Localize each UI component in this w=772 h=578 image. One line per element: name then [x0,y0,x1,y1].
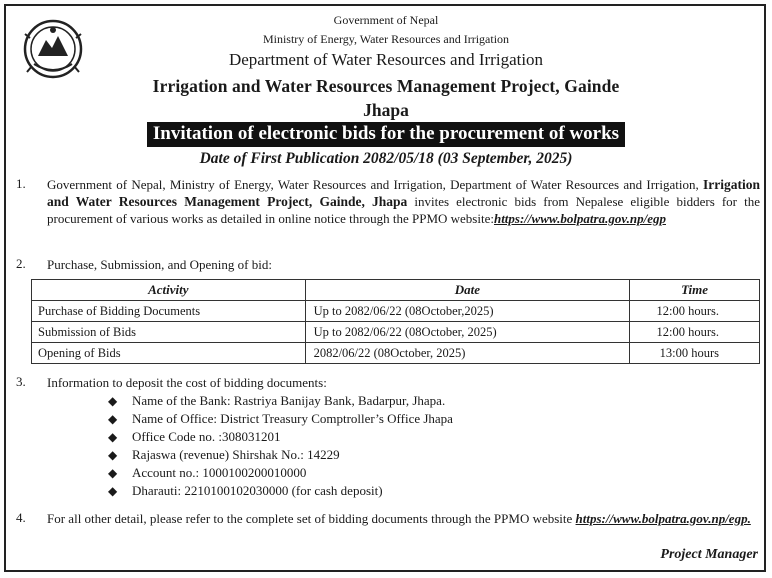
bullet-icon: ◆ [108,394,118,408]
item-number: 4. [16,510,26,525]
bullet-icon: ◆ [108,484,118,498]
table-row [32,301,760,322]
bid-schedule-table [31,279,760,364]
list-item [108,392,453,410]
table-row [32,343,760,364]
table-header-row [32,280,760,301]
publication-date: Date of First Publication 2082/05/18 (03 September, 2025) [199,150,573,167]
item-4-paragraph [47,510,760,527]
item-1-text-a: Government of Nepal, Ministry of Energy, Water Resources and Irrigation, Department of Water Resources and Irrigation, [47,177,699,192]
cell-activity: Opening of Bids [32,343,306,364]
revenue-head: Rajaswa (revenue) Shirshak No.: 14229 [132,447,340,462]
item-2-text: Purchase, Submission, and Opening of bid: [47,257,272,272]
cell-date: 2082/06/22 (08October, 2025) [305,343,630,364]
deposit-info-list [108,392,453,500]
ppmo-link[interactable]: https://www.bolpatra.gov.np/egp [493,211,666,227]
cell-time: 12:00 hours. [630,301,760,322]
bullet-icon: ◆ [108,466,118,480]
table-row [32,322,760,343]
bullet-icon: ◆ [108,412,118,426]
ppmo-link-bottom[interactable]: https://www.bolpatra.gov.np/egp. [575,511,751,526]
item-1-place: Jhapa [371,194,408,210]
list-item [108,464,453,482]
list-item [108,482,453,500]
item-3-text: Information to deposit the cost of bidding documents: [47,375,327,390]
bank-name: Name of the Bank: Rastriya Banijay Bank, Badarpur, Jhapa. [132,393,446,408]
col-header-activity: Activity [32,280,306,301]
government-label: Government of Nepal [333,13,439,27]
item-number: 1. [16,176,26,191]
department-label: Department of Water Resources and Irrigation [228,50,544,69]
project-title: Irrigation and Water Resources Management Project, Gainde [152,76,620,96]
cell-time: 13:00 hours [630,343,760,364]
cell-activity: Purchase of Bidding Documents [32,301,306,322]
signoff-title: Project Manager [660,547,758,562]
project-location: Jhapa [363,100,409,120]
bullet-icon: ◆ [108,448,118,462]
list-item [108,410,453,428]
item-1-paragraph [47,176,760,228]
cell-date: Up to 2082/06/22 (08October,2025) [305,301,630,322]
account-number: Account no.: 1000100200010000 [132,465,307,480]
bullet-icon: ◆ [108,430,118,444]
item-number: 3. [16,374,26,389]
cell-activity: Submission of Bids [32,322,306,343]
item-1-text-b: invites electronic bids from Nepalese eligible bidders for the procurement of various works as detailed in online notice through the PPMO website: [47,194,761,227]
item-number: 2. [16,256,26,271]
item-4-text: For all other detail, please refer to the complete set of bidding documents through the PPMO website [47,511,573,526]
list-item [108,446,453,464]
col-header-time: Time [630,280,760,301]
dharauti-account: Dharauti: 2210100102030000 (for cash deposit) [132,483,383,498]
col-header-date: Date [305,280,630,301]
ministry-label: Ministry of Energy, Water Resources and Irrigation [262,32,510,46]
notice-title: Invitation of electronic bids for the procurement of works [147,122,625,147]
cell-date: Up to 2082/06/22 (08October, 2025) [305,322,630,343]
cell-time: 12:00 hours. [630,322,760,343]
notice-title-bar [0,122,772,147]
office-name: Name of Office: District Treasury Comptroller’s Office Jhapa [132,411,453,426]
item-1-project: Irrigation and Water Resources Management Project, Gainde, [47,177,761,210]
office-code: Office Code no. :308031201 [132,429,281,444]
list-item [108,428,453,446]
